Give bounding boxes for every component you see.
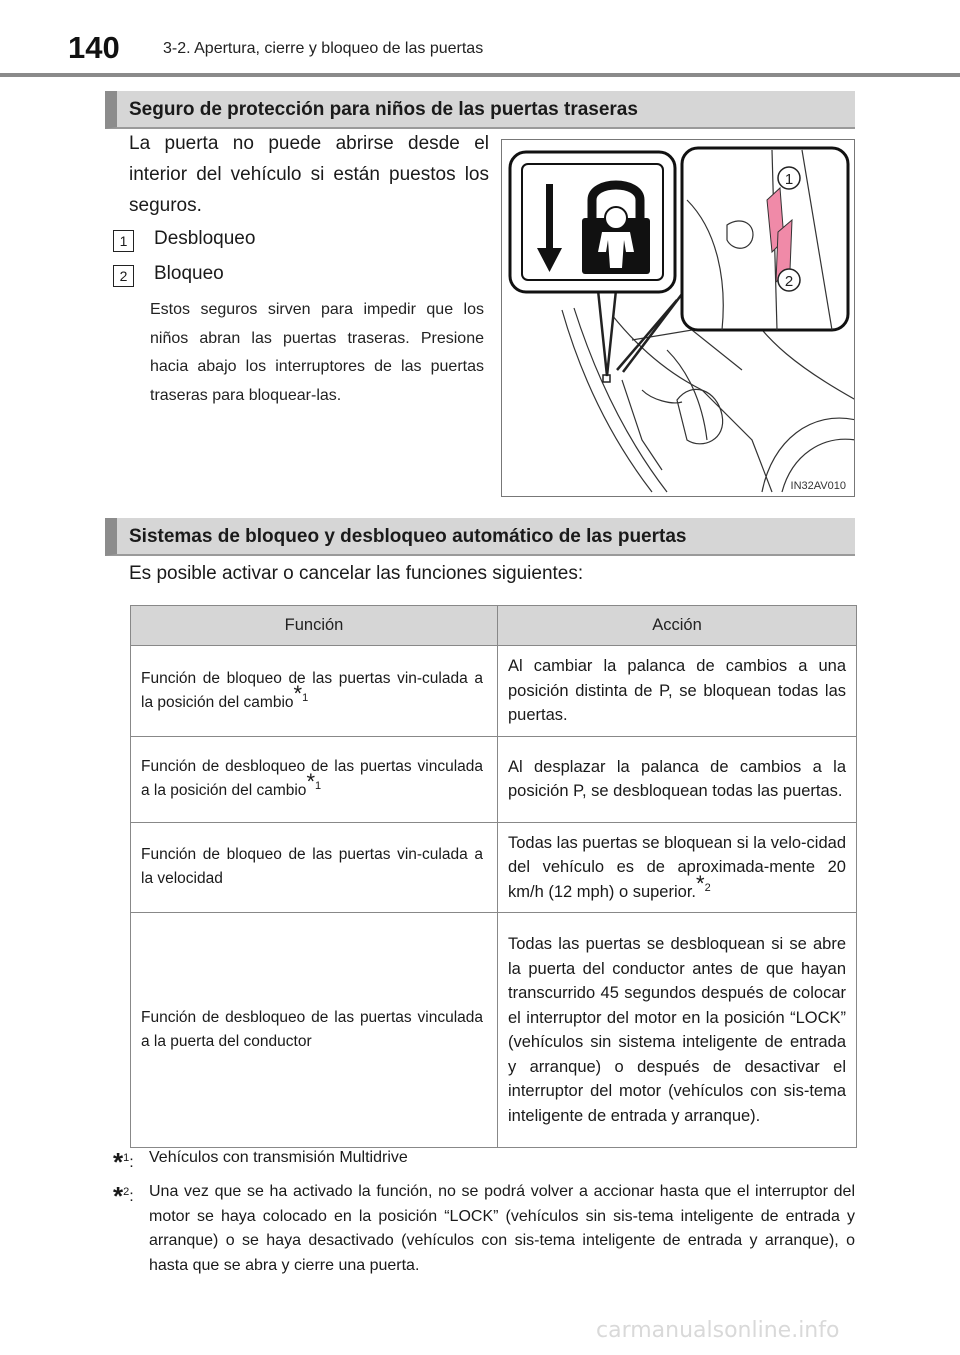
callout-2: 2: [784, 273, 794, 290]
page-number: 140: [68, 30, 120, 65]
callout-1: 1: [784, 171, 794, 188]
watermark: carmanualsonline.info: [596, 1318, 840, 1343]
footnote-ref: 2: [704, 881, 711, 894]
function-text: Función de desbloqueo de las puertas vinculada a la posición del cambio: [141, 758, 483, 799]
function-text: Función de bloqueo de las puertas vin-culada a la posición del cambio: [141, 669, 483, 711]
action-cell: Todas las puertas se desbloquean si se abre la puerta del conductor antes de que hayan transcurrido 45 segundos después de colocar el interruptor del motor en la posición “LOCK” (vehículos sin sistema inteligente de entrada y arranque) o después de desactivar el interruptor del motor (vehículos con sis-tema inteligente de entrada y arranque).: [498, 913, 857, 1148]
door-lock-illustration: [501, 139, 855, 497]
figure-code: IN32AV010: [790, 480, 846, 492]
section-title: Seguro de protección para niños de las puertas traseras: [129, 99, 638, 120]
footnote-asterisk: *: [306, 769, 315, 794]
table-row: [131, 736, 857, 822]
footnote-marker: *$^1$:: [113, 1147, 134, 1177]
item-label: Bloqueo: [154, 263, 224, 284]
function-cell: Función de desbloqueo de las puertas vinculada a la puerta del conductor: [131, 913, 498, 1148]
functions-table: [130, 605, 857, 1148]
section-title: Sistemas de bloqueo y desbloqueo automático de las puertas: [129, 526, 687, 547]
footnote-ref: 1: [315, 780, 322, 792]
footnote: [113, 1146, 855, 1177]
function-cell: [131, 646, 498, 737]
action-cell: Al cambiar la palanca de cambios a una posición distinta de P, se bloquean todas las puertas.: [498, 646, 857, 737]
item-label: Desbloqueo: [154, 228, 256, 249]
footnote-ref: 1: [302, 691, 309, 704]
footnote-asterisk: *: [696, 870, 705, 896]
action-cell: Al desplazar la palanca de cambios a la posición P, se desbloquean todas las puertas.: [498, 736, 857, 822]
footnote-asterisk: *: [293, 680, 303, 706]
table-header-row: [131, 606, 857, 646]
action-text: Todas las puertas se bloquean si la velo-cidad del vehículo es de aproximada-mente 20 km/h (12 mph) o superior.: [508, 833, 846, 901]
section-title-bar: [105, 91, 855, 129]
table-row: [131, 913, 857, 1148]
function-cell: Función de bloqueo de las puertas vin-culada a la velocidad: [131, 822, 498, 913]
column-header: Acción: [498, 606, 857, 646]
intro-text: Es posible activar o cancelar las funciones siguientes:: [129, 563, 584, 584]
footnote: [113, 1180, 855, 1278]
footnote-marker: *$^2$:: [113, 1181, 134, 1211]
door-lock-drawing: [502, 140, 855, 497]
action-cell: [498, 822, 857, 913]
body-paragraph: La puerta no puede abrirse desde el interior del vehículo si están puestos los seguros.: [129, 133, 489, 216]
item-number-badge: 1: [113, 230, 134, 252]
info-note: Estos seguros sirven para impedir que los niños abran las puertas traseras. Presione hacia abajo los interruptores de las puertas traseras para bloquear-las.: [150, 301, 484, 404]
section-title-bar: [105, 518, 855, 556]
function-cell: [131, 736, 498, 822]
column-header: Función: [131, 606, 498, 646]
footnote-text: Vehículos con transmisión Multidrive: [149, 1149, 408, 1166]
section-breadcrumb: 3-2. Apertura, cierre y bloqueo de las puertas: [163, 40, 484, 57]
footnote-text: Una vez que se ha activado la función, no se podrá volver a accionar hasta que el interruptor del motor se haya colocado en la posición “LOCK” (vehículos sin sis-tema inteligente de entrada y arranque) o se haya desactivado (vehículos con sis-tema inteligente de entrada y arranque), o hasta que se abra y cierre una puerta.: [149, 1183, 855, 1274]
table-row: [131, 822, 857, 913]
header-divider: [0, 73, 960, 77]
item-number-badge: 2: [113, 265, 134, 287]
table-row: [131, 646, 857, 737]
